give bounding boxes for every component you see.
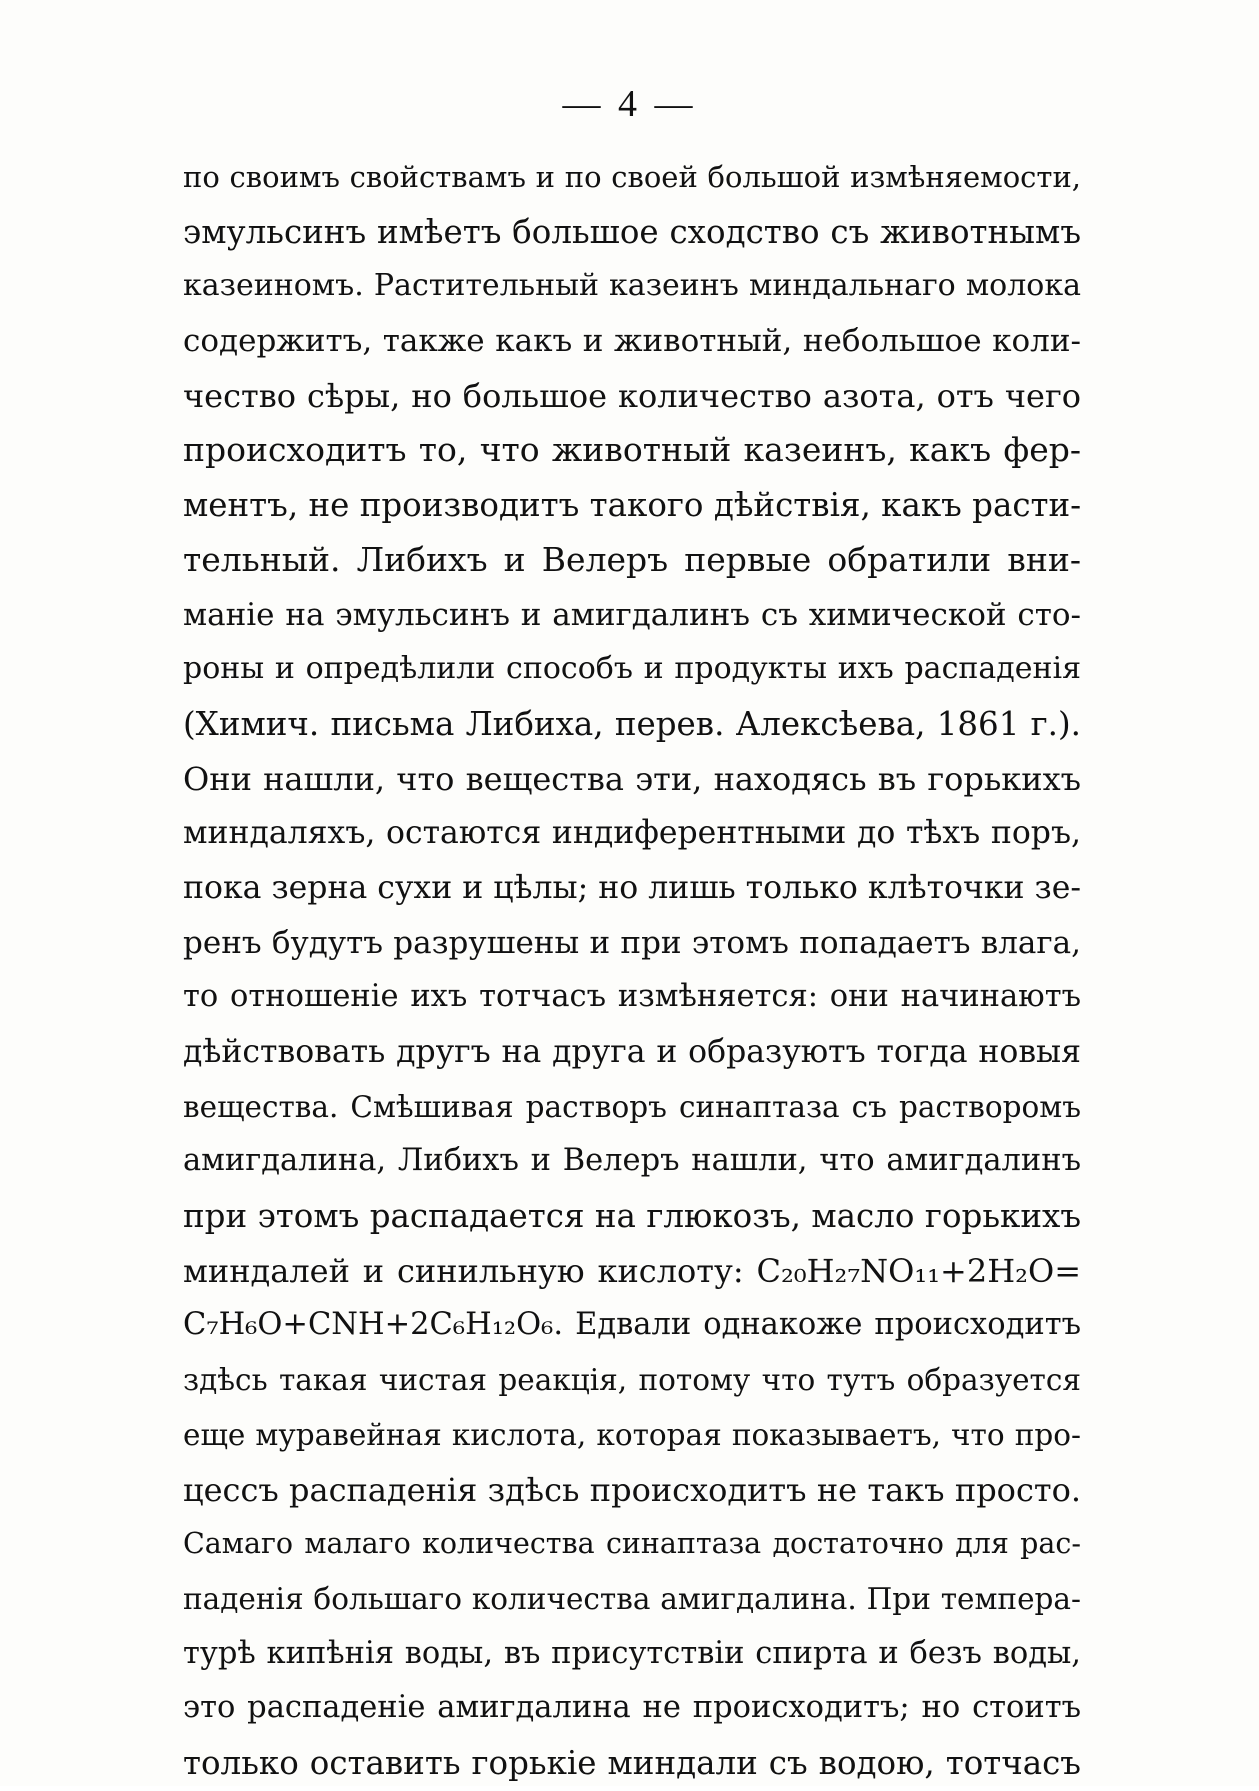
text-line: казеиномъ. Растительный казеинъ миндальнаго молока <box>183 268 1081 304</box>
text-line: маніе на эмульсинъ и амигдалинъ съ химической сто- <box>183 596 1081 633</box>
text-line: Самаго малаго количества синаптаза достаточно для рас- <box>183 1527 1081 1561</box>
text-line: это распаденіе амигдалина не происходитъ; но стоитъ <box>183 1690 1081 1726</box>
text-line: (Химич. письма Либиха, перев. Алексѣева, 1861 г.). <box>183 704 1081 743</box>
text-line: C₇H₆O+CNH+2C₆H₁₂O₆. Едвали однакоже происходитъ <box>183 1307 1081 1343</box>
text-line: эмульсинъ имѣетъ большое сходство съ животнымъ <box>183 212 1081 251</box>
text-line: то отношеніе ихъ тотчасъ измѣняется: они начинаютъ <box>183 979 1081 1015</box>
text-line: тельный. Либихъ и Велеръ первые обратили вни- <box>183 539 1081 579</box>
text-line: содержитъ, также какъ и животный, небольшое коли- <box>183 323 1081 360</box>
text-line: здѣсь такая чистая реакція, потому что тутъ образуется <box>183 1363 1081 1398</box>
text-line: по своимъ свойствамъ и по своей большой измѣняемости, <box>183 160 1081 194</box>
text-line: турѣ кипѣнія воды, въ присутствіи спирта и безъ воды, <box>183 1635 1081 1671</box>
text-line: ментъ, не производитъ такого дѣйствія, какъ расти- <box>183 486 1081 525</box>
text-line: паденія большаго количества амигдалина. При темпера- <box>183 1581 1081 1616</box>
page-number: — 4 — <box>562 83 697 125</box>
text-line: при этомъ распадается на глюкозъ, масло горькихъ <box>183 1197 1081 1236</box>
text-line: чество сѣры, но большое количество азота, отъ чего <box>183 376 1081 415</box>
text-line: амигдалина, Либихъ и Велеръ нашли, что амигдалинъ <box>183 1143 1081 1179</box>
text-line: Они нашли, что вещества эти, находясь въ горькихъ <box>183 759 1081 798</box>
text-line: еще муравейная кислота, которая показываетъ, что про- <box>183 1417 1081 1452</box>
text-line: цессъ распаденія здѣсь происходитъ не такъ просто. <box>183 1470 1081 1509</box>
text-line: только оставить горькіе миндали съ водою, тотчасъ <box>183 1743 1081 1782</box>
text-line: происходитъ то, что животный казеинъ, какъ фер- <box>183 430 1081 470</box>
text-line: миндаляхъ, остаются индиферентными до тѣхъ поръ, <box>183 815 1081 852</box>
text-line: дѣйствовать другъ на друга и образуютъ тогда новыя <box>183 1034 1081 1070</box>
text-line: миндалей и синильную кислоту: C₂₀H₂₇NO₁₁+2H₂O= <box>183 1251 1081 1290</box>
text-line: ренъ будутъ разрушены и при этомъ попадаетъ влага, <box>183 924 1081 961</box>
text-line: пока зерна сухи и цѣлы; но лишь только клѣточки зе- <box>183 869 1081 906</box>
text-line: вещества. Смѣшивая растворъ синаптаза съ растворомъ <box>183 1089 1081 1124</box>
text-line: роны и опредѣлили способъ и продукты ихъ распаденія <box>183 651 1081 687</box>
body-text <box>183 150 1081 1791</box>
